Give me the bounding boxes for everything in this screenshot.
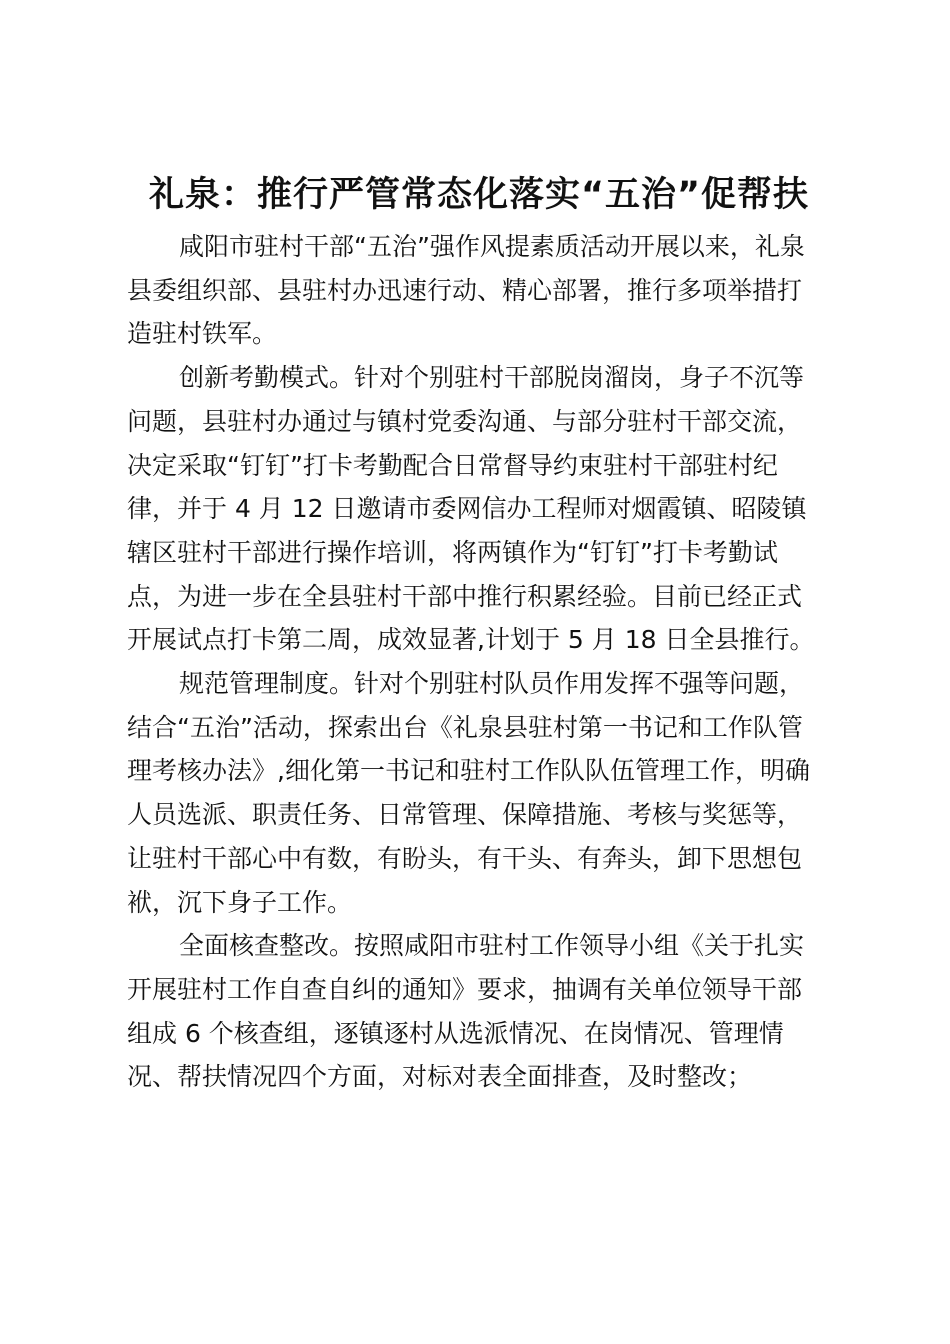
paragraph-line: 让驻村干部心中有数，有盼头，有干头、有奔头，卸下思想包 [127, 843, 803, 873]
paragraph-1 [127, 225, 827, 356]
paragraph-line: 组成 6 个核查组，逐镇逐村从选派情况、在岗情况、管理情 [127, 1018, 784, 1048]
paragraph-line: 县委组织部、县驻村办迅速行动、精心部署，推行多项举措打 [127, 275, 803, 305]
paragraph-line: 辖区驻村干部进行操作培训，将两镇作为“钉钉”打卡考勤试 [127, 537, 778, 567]
paragraph-line: 点，为进一步在全县驻村干部中推行积累经验。目前已经正式 [127, 581, 803, 611]
paragraph-line: 结合“五治”活动，探索出台《礼泉县驻村第一书记和工作队管 [127, 712, 803, 742]
paragraph-line: 规范管理制度。针对个别驻村队员作用发挥不强等问题， [179, 669, 805, 699]
paragraph-line: 开展试点打卡第二周，成效显著,计划于 5 月 18 日全县推行。 [127, 625, 815, 655]
paragraph-line: 咸阳市驻村干部“五治”强作风提素质活动开展以来，礼泉 [179, 232, 805, 261]
paragraph-line: 开展驻村工作自查自纠的通知》要求，抽调有关单位领导干部 [127, 974, 803, 1004]
paragraph-2 [127, 356, 827, 662]
paragraph-line: 况、帮扶情况四个方面，对标对表全面排查，及时整改； [127, 1062, 753, 1092]
document-body [127, 225, 827, 1099]
paragraph-line: 造驻村铁军。 [127, 319, 278, 349]
document-title: 礼泉：推行严管常态化落实“五治”促帮扶 [148, 175, 809, 215]
paragraph-line: 问题，县驻村办通过与镇村党委沟通、与部分驻村干部交流， [127, 406, 803, 436]
paragraph-line: 理考核办法》,细化第一书记和驻村工作队队伍管理工作，明确 [127, 756, 810, 786]
paragraph-line: 律，并于 4 月 12 日邀请市委网信办工程师对烟霞镇、昭陵镇 [127, 494, 807, 524]
paragraph-line: 决定采取“钉钉”打卡考勤配合日常督导约束驻村干部驻村纪 [127, 450, 778, 480]
paragraph-3 [127, 662, 827, 924]
paragraph-line: 人员选派、职责任务、日常管理、保障措施、考核与奖惩等， [127, 800, 803, 830]
paragraph-line: 创新考勤模式。针对个别驻村干部脱岗溜岗，身子不沉等 [179, 363, 805, 393]
paragraph-line: 袱，沉下身子工作。 [127, 887, 353, 917]
paragraph-4 [127, 924, 827, 1099]
paragraph-line: 全面核查整改。按照咸阳市驻村工作领导小组《关于扎实 [179, 931, 805, 961]
